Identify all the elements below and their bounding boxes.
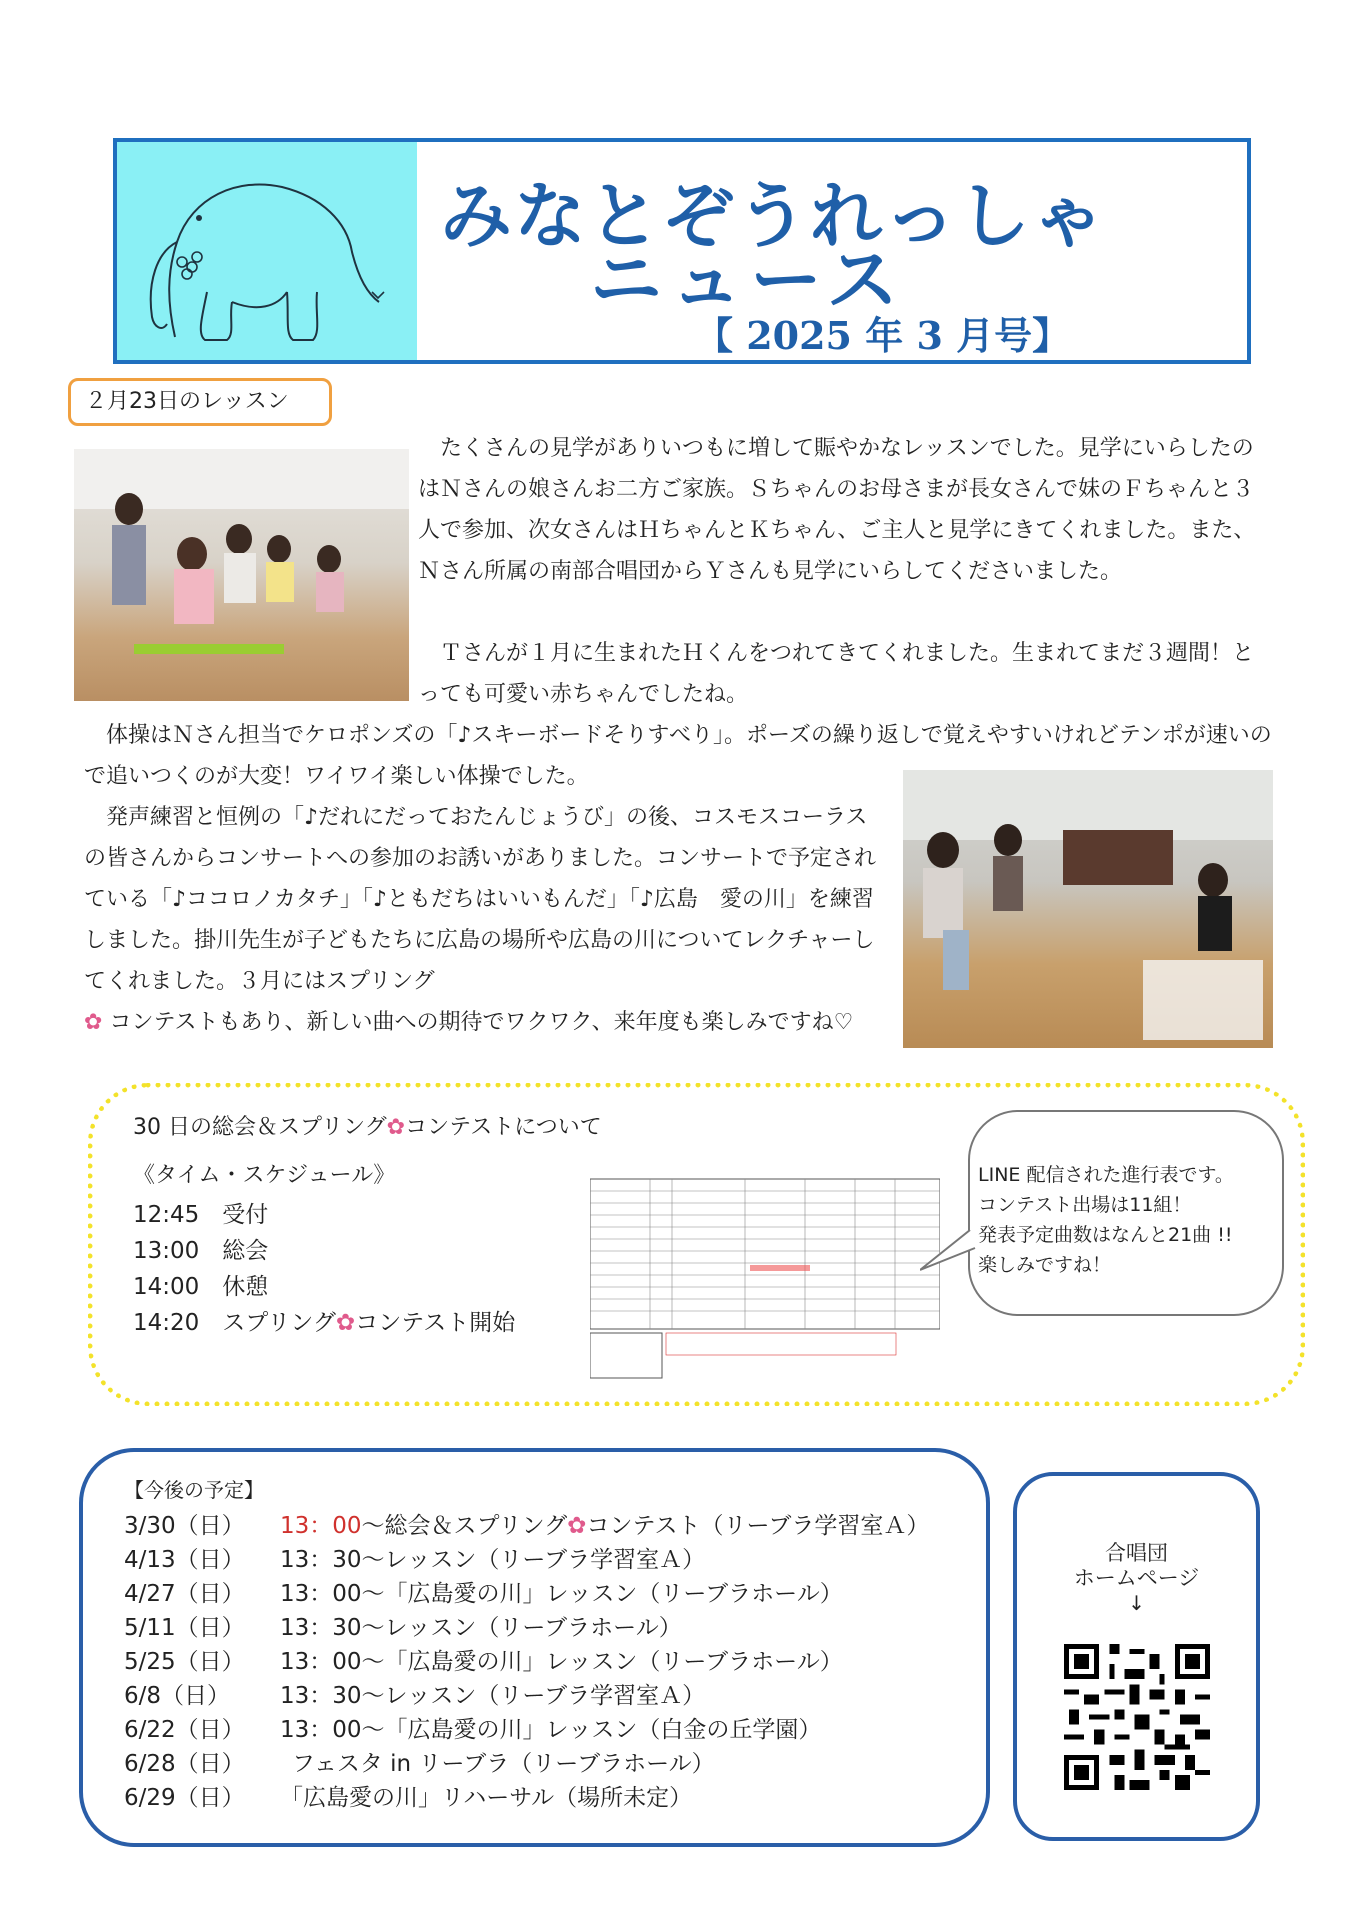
- lesson-photo-children-seated: [74, 449, 409, 701]
- schedule-event: ～レッスン（リーブラホール）: [361, 1615, 682, 1641]
- bubble-line: 発表予定曲数はなんと21曲 !!: [978, 1224, 1233, 1246]
- sakura-icon: ✿: [84, 1010, 103, 1035]
- speech-bubble-tail: [920, 1230, 980, 1280]
- schedule-row: [124, 1507, 929, 1541]
- schedule-event: ～レッスン（リーブラ学習室Ａ）: [361, 1683, 706, 1709]
- timeline-time: 14:20: [133, 1310, 200, 1336]
- schedule-time: 13：00: [280, 1513, 362, 1539]
- schedule-date: 3/30（日）: [124, 1513, 245, 1539]
- bubble-line: 楽しみですね！: [978, 1254, 1112, 1276]
- schedule-event: ～「広島愛の川」レッスン（白金の丘学園）: [361, 1717, 822, 1743]
- masthead-illustration: [117, 142, 417, 360]
- schedule-row: [124, 1779, 692, 1813]
- schedule-row: [124, 1575, 843, 1609]
- schedule-date: 6/22（日）: [124, 1717, 245, 1743]
- schedule-event: ～「広島愛の川」レッスン（リーブラホール）: [361, 1581, 843, 1607]
- timeline-event-a: スプリング: [222, 1310, 336, 1336]
- schedule-time: 13：30: [280, 1683, 362, 1709]
- lesson-paragraph-1: たくさんの見学がありいつもに増して賑やかなレッスンでした。見学にいらしたのはＮさんの娘さんお二方ご家族。Ｓちゃんのお母さまが長女さんで妹のＦちゃんと３人で参加、次女さんはＨちゃんとＫちゃん、ご主人と見学にきてくれました。また、Ｎさん所属の南部合唱団からＹさんも見学にいらしてくださいました。: [418, 436, 1256, 584]
- schedule-date: 5/11（日）: [124, 1615, 245, 1641]
- schedule-date: 5/25（日）: [124, 1649, 245, 1675]
- schedule-time: 13：00: [280, 1581, 362, 1607]
- newsletter-subtitle: ニュース: [590, 238, 907, 322]
- schedule-time: 13：30: [280, 1615, 362, 1641]
- schedule-time: 13：30: [280, 1547, 362, 1573]
- schedule-event: 「広島愛の川」リハーサル（場所未定）: [280, 1785, 693, 1811]
- sakura-icon: ✿: [567, 1513, 587, 1539]
- elephant-drawing: [117, 142, 417, 360]
- bubble-line: コンテスト出場は11組！: [978, 1194, 1192, 1216]
- schedule-time: 13：00: [280, 1649, 362, 1675]
- sakura-icon: ✿: [386, 1115, 406, 1140]
- homepage-qr-code[interactable]: [1064, 1644, 1210, 1790]
- homepage-label: [1013, 1541, 1260, 1591]
- timeline-time: 13:00: [133, 1238, 200, 1264]
- sakura-icon: ✿: [335, 1310, 356, 1336]
- schedule-row: [124, 1643, 843, 1677]
- spreadsheet-thumbnail: [590, 1165, 940, 1380]
- photo-placeholder: [903, 770, 1273, 1048]
- lesson-paragraph-2: Ｔさんが１月に生まれたＨくんをつれてきてくれました。生まれてまだ３週間！とっても可愛い赤ちゃんでしたね。: [418, 641, 1255, 707]
- timeline-row: [133, 1268, 268, 1301]
- section-tag-lesson: ２月23日のレッスン: [68, 378, 332, 426]
- schedule-row: [124, 1745, 715, 1779]
- timeline-event-b: コンテスト開始: [355, 1310, 516, 1336]
- schedule-date: 6/29（日）: [124, 1785, 245, 1811]
- timeline-row: [133, 1304, 515, 1337]
- schedule-event: フェスタ in リーブラ（リーブラホール）: [292, 1751, 715, 1777]
- schedule-date: 4/27（日）: [124, 1581, 245, 1607]
- contest-title: [133, 1110, 602, 1141]
- photo-placeholder: [74, 449, 409, 701]
- timeline-row: [133, 1232, 268, 1265]
- schedule-date: 6/8（日）: [124, 1683, 231, 1709]
- contest-title-text-b: コンテストについて: [405, 1115, 602, 1140]
- lesson-photo-exercise: [903, 770, 1273, 1048]
- schedule-time: 13：00: [280, 1717, 362, 1743]
- lesson-paragraph-3: 体操はＮさん担当でケロポンズの「♪スキーボードそりすべり」。ポーズの繰り返しで覚えやすいけれどテンポが速いので追いつくのが大変！ワイワイ楽しい体操でした。: [84, 723, 1272, 789]
- schedule-event-b: コンテスト（リーブラ学習室Ａ）: [586, 1513, 930, 1539]
- timeline-row: [133, 1196, 268, 1229]
- down-arrow-icon: ↓: [1128, 1591, 1145, 1615]
- homepage-label-line2: ホームページ: [1073, 1566, 1200, 1590]
- newsletter-title: みなとぞうれっしゃ: [440, 174, 1107, 258]
- schedule-event: ～総会＆スプリング: [361, 1513, 568, 1539]
- schedule-row: [124, 1541, 705, 1575]
- timeline-time: 12:45: [133, 1202, 200, 1228]
- schedule-date: 6/28（日）: [124, 1751, 245, 1777]
- qr-code-icon: [1064, 1644, 1210, 1790]
- schedule-event: ～「広島愛の川」レッスン（リーブラホール）: [361, 1649, 843, 1675]
- bubble-line: LINE 配信された進行表です。: [978, 1164, 1234, 1186]
- lesson-paragraph-4: [84, 797, 884, 1043]
- timeline-time: 14:00: [133, 1274, 200, 1300]
- schedule-row: [124, 1609, 682, 1643]
- timeline-event: 総会: [222, 1238, 269, 1264]
- upcoming-schedule-title: 【今後の予定】: [124, 1478, 264, 1502]
- timeline-event: 受付: [222, 1202, 269, 1228]
- line-schedule-spreadsheet-image: [590, 1165, 940, 1380]
- lesson-paragraph-4-text-b: コンテストもあり、新しい曲への期待でワクワク、来年度も楽しみですね♡: [109, 1010, 854, 1035]
- schedule-row: [124, 1677, 705, 1711]
- schedule-event: ～レッスン（リーブラ学習室Ａ）: [361, 1547, 706, 1573]
- lesson-paragraph-4-text-a: 発声練習と恒例の「♪だれにだっておたんじょうび」の後、コスモスコーラスの皆さんからコンサートへの参加のお誘いがありました。コンサートで予定されている「♪ココロノカタチ」「♪ともだちはいいもんだ」「♪広島 愛の川」を練習しました。掛川先生が子どもたちに広島の場所や広島の川についてレクチャーしてくれました。３月にはスプリング: [84, 805, 877, 994]
- speech-bubble-text: [978, 1160, 1278, 1280]
- homepage-label-line1: 合唱団: [1105, 1541, 1168, 1565]
- schedule-date: 4/13（日）: [124, 1547, 245, 1573]
- time-schedule-label: 《タイム・スケジュール》: [133, 1163, 396, 1188]
- schedule-row: [124, 1711, 821, 1745]
- contest-title-text-a: 30 日の総会＆スプリング: [133, 1115, 387, 1140]
- timeline-event: 休憩: [222, 1274, 269, 1300]
- issue-date: 【 2025 年 3 月号】: [695, 313, 1071, 358]
